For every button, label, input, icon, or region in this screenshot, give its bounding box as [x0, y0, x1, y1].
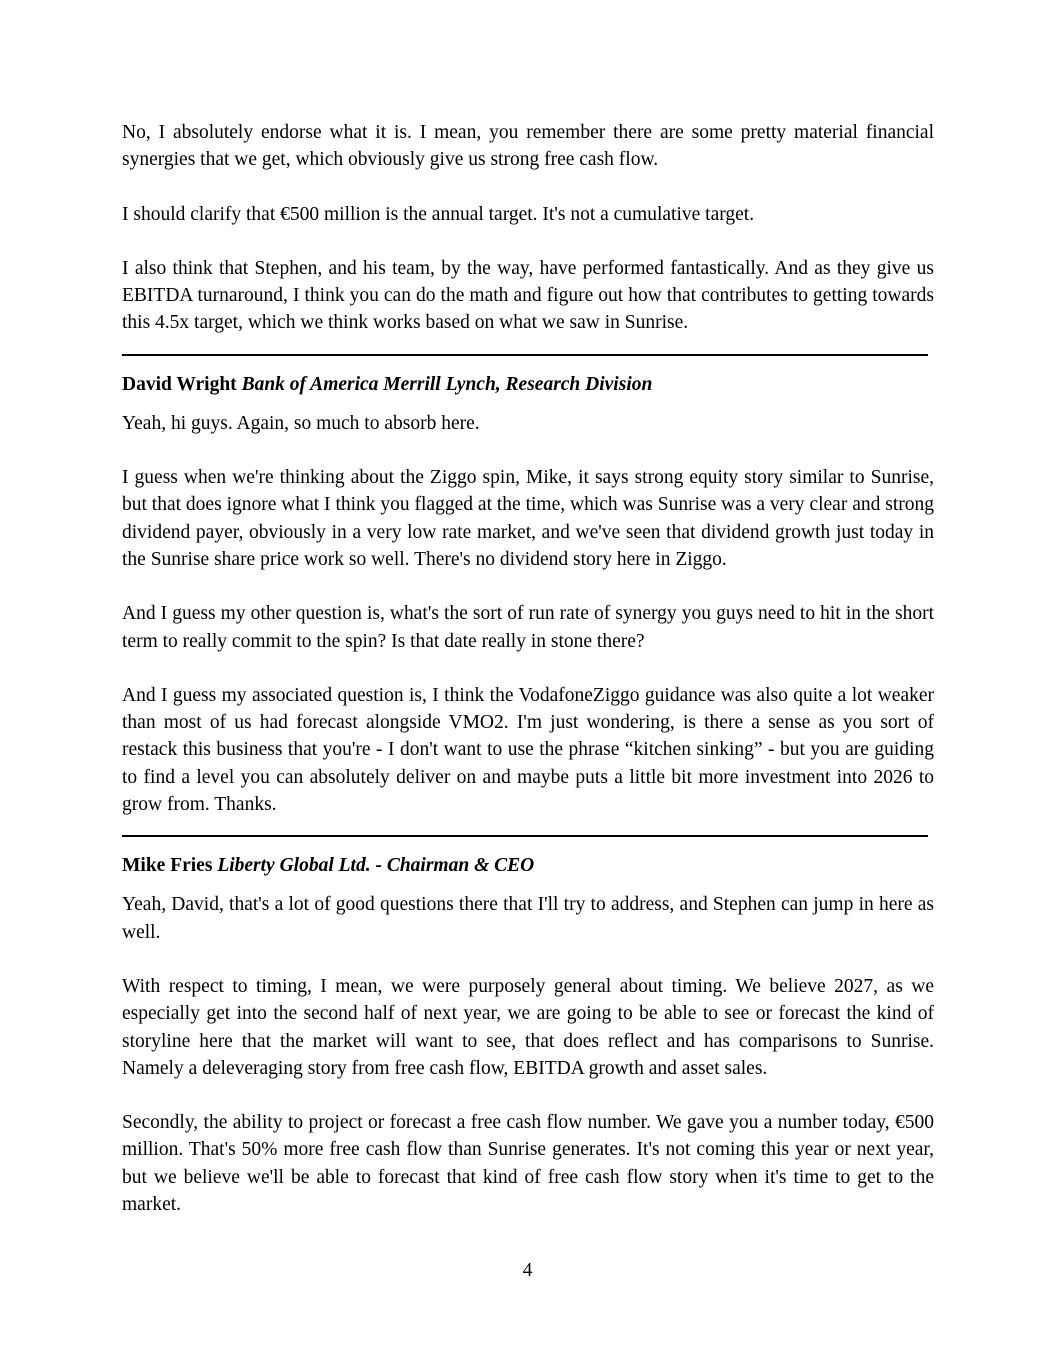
answer-paragraph: I should clarify that €500 million is the annual target. It's not a cumulative target. [122, 203, 755, 225]
question-paragraph: I guess when we're thinking about the Ziggo spin, Mike, it says strong equity story similar to Sunrise, but that does ignore what I think you flagged at the time, which was Sunrise was a very clear and strong dividend payer, obviously in a very low rate market, and we've seen that dividend growth just today in the Sunrise share price work so well. There's no dividend story here in Ziggo. [122, 467, 934, 570]
question-paragraph: Yeah, hi guys. Again, so much to absorb here. [122, 412, 480, 434]
answer-paragraph: Yeah, David, that's a lot of good questions there that I'll try to address, and Stephen can jump in here as well. [122, 894, 934, 943]
speaker-header [122, 852, 934, 879]
section-divider [122, 835, 928, 837]
page-number: 4 [522, 1260, 533, 1281]
speaker-affiliation: Bank of America Merrill Lynch, Research Division [241, 373, 653, 395]
question-paragraph: And I guess my other question is, what's the sort of run rate of synergy you guys need to hit in the short term to really commit to the spin? Is that date really in stone there? [122, 603, 934, 652]
answer-paragraph: No, I absolutely endorse what it is. I mean, you remember there are some pretty material financial synergies that we get, which obviously give us strong free cash flow. [122, 122, 934, 171]
section-divider [122, 354, 928, 356]
answer-paragraph: With respect to timing, I mean, we were purposely general about timing. We believe 2027, as we especially get into the second half of next year, we are going to be able to see or forecast the kind of storyline here that the market will want to see, that does reflect and has comparisons to Sunrise. Namely a deleveraging story from free cash flow, EBITDA growth and asset sales. [122, 975, 934, 1079]
speaker-name: Mike Fries [122, 855, 213, 877]
speaker-name: David Wright [122, 373, 237, 395]
speaker-affiliation: Liberty Global Ltd. - Chairman & CEO [217, 855, 535, 877]
answer-paragraph: Secondly, the ability to project or forecast a free cash flow number. We gave you a number today, €500 million. That's 50% more free cash flow than Sunrise generates. It's not coming this year or next year, but we believe we'll be able to forecast that kind of free cash flow story when it's time to get to the market. [122, 1112, 934, 1216]
transcript-page [122, 119, 934, 1218]
answer-paragraph: I also think that Stephen, and his team, by the way, have performed fantastically. And as they give us EBITDA turnaround, I think you can do the math and figure out how that contributes to getting towards this 4.5x target, which we think works based on what we saw in Sunrise. [122, 257, 934, 334]
question-paragraph: And I guess my associated question is, I think the VodafoneZiggo guidance was also quite a lot weaker than most of us had forecast alongside VMO2. I'm just wondering, is there a sense as you sort of restack this business that you're - I don't want to use the phrase “kitchen sinking” - but you are guiding to find a level you can absolutely deliver on and maybe puts a little bit more investment into 2026 to grow from. Thanks. [122, 684, 934, 816]
speaker-header [122, 371, 934, 398]
